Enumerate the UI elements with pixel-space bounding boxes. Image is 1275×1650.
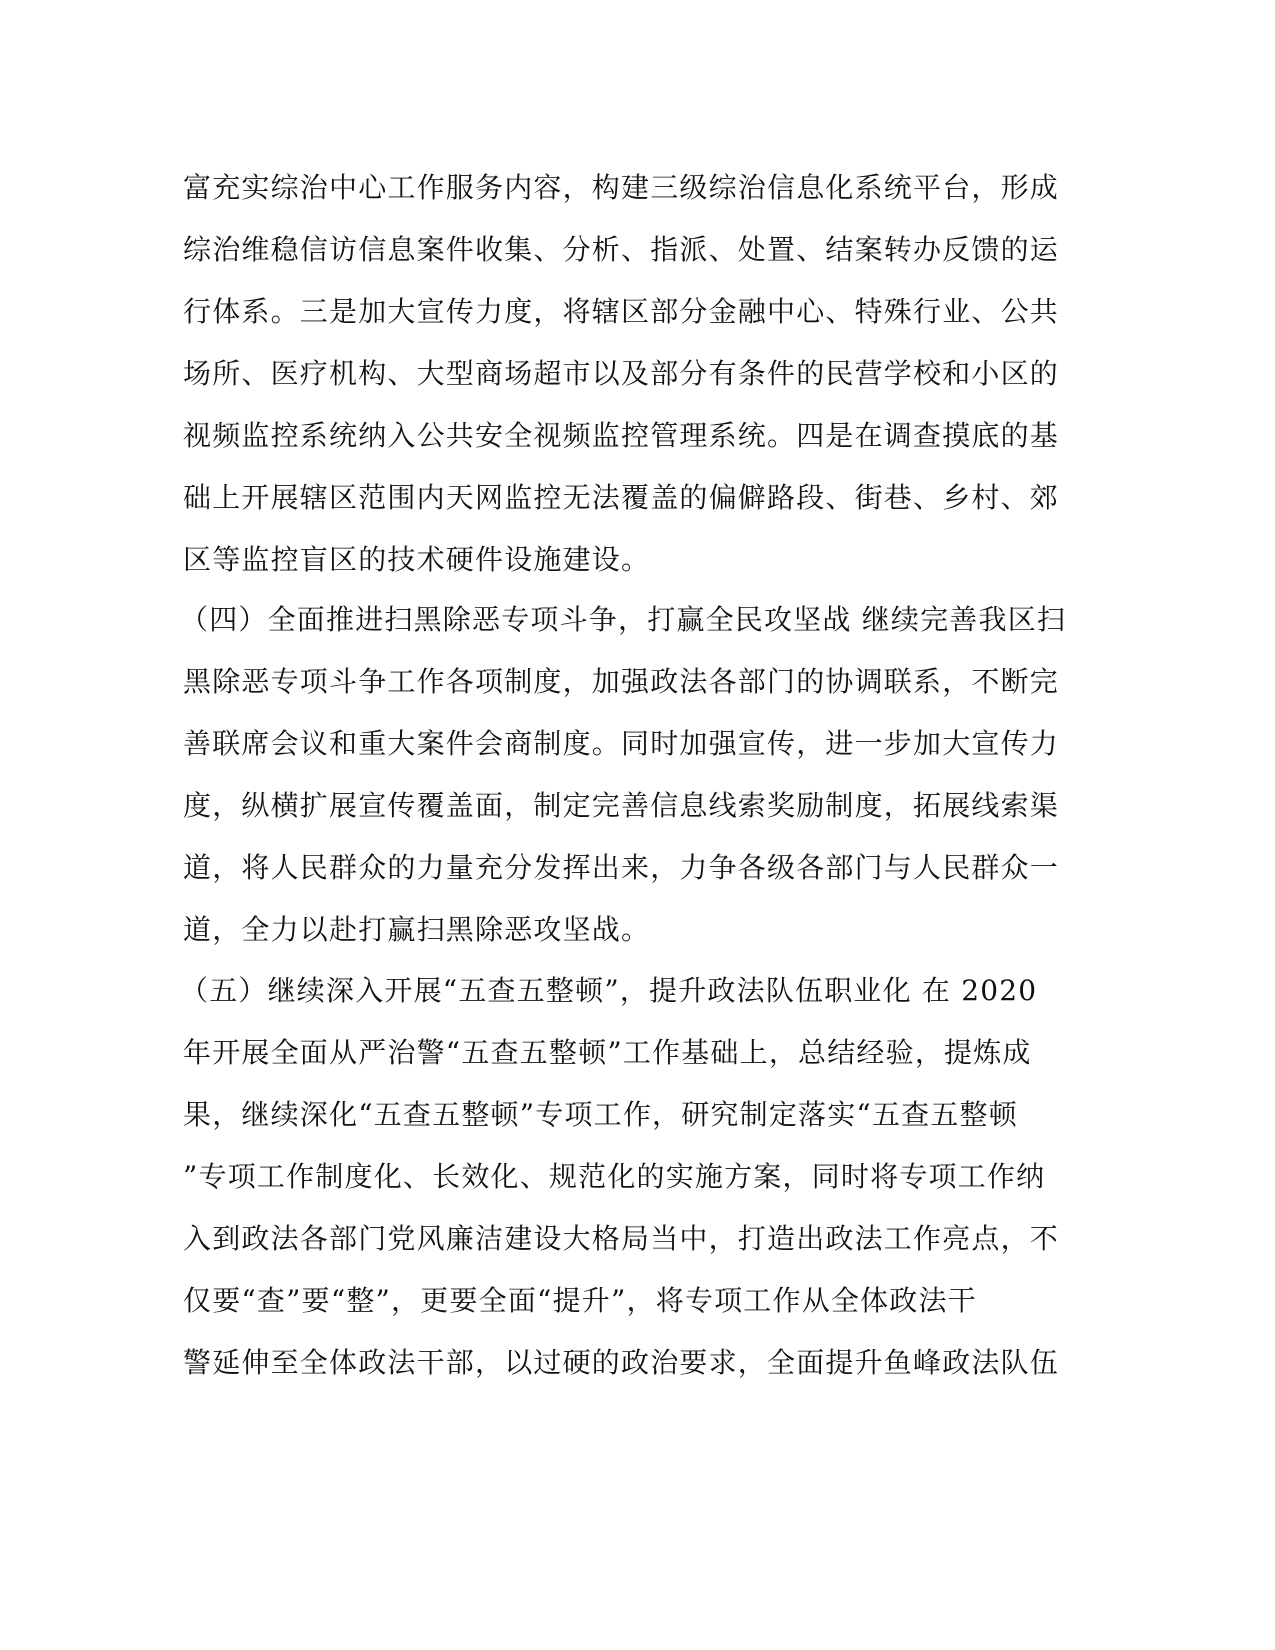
text-line: 富充实综治中心工作服务内容，构建三级综治信息化系统平台，形成 bbox=[183, 171, 1060, 204]
text-line: 入到政法各部门党风廉洁建设大格局当中，打造出政法工作亮点，不 bbox=[183, 1222, 1060, 1255]
text-line: 道，将人民群众的力量充分发挥出来，力争各级各部门与人民群众一 bbox=[183, 851, 1060, 884]
text-line: 区等监控盲区的技术硬件设施建设。 bbox=[183, 543, 651, 576]
text-line: 行体系。三是加大宣传力度，将辖区部分金融中心、特殊行业、公共 bbox=[183, 295, 1060, 328]
text-line: 果，继续深化“五查五整顿”专项工作，研究制定落实“五查五整顿 bbox=[183, 1098, 1018, 1131]
text-line: 度，纵横扩展宣传覆盖面，制定完善信息线索奖励制度，拓展线索渠 bbox=[183, 789, 1060, 822]
text-line: 警延伸至全体政法干部，以过硬的政治要求，全面提升鱼峰政法队伍 bbox=[183, 1346, 1060, 1379]
section-heading-line: （四）全面推进扫黑除恶专项斗争，打赢全民攻坚战 继续完善我区扫 bbox=[180, 603, 1067, 636]
text-line: 场所、医疗机构、大型商场超市以及部分有条件的民营学校和小区的 bbox=[183, 357, 1060, 390]
text-line: 仅要“查”要“整”，更要全面“提升”，将专项工作从全体政法干 bbox=[183, 1284, 977, 1317]
text-line: 综治维稳信访信息案件收集、分析、指派、处置、结案转办反馈的运 bbox=[183, 233, 1060, 266]
text-line: 道，全力以赴打赢扫黑除恶攻坚战。 bbox=[183, 913, 651, 946]
text-line: 善联席会议和重大案件会商制度。同时加强宣传，进一步加大宣传力 bbox=[183, 727, 1060, 760]
text-line: 视频监控系统纳入公共安全视频监控管理系统。四是在调查摸底的基 bbox=[183, 419, 1060, 452]
text-line: 础上开展辖区范围内天网监控无法覆盖的偏僻路段、街巷、乡村、郊 bbox=[183, 481, 1060, 514]
section-heading-line: （五）继续深入开展“五查五整顿”，提升政法队伍职业化 在 2020 bbox=[180, 974, 1038, 1007]
text-line: 黑除恶专项斗争工作各项制度，加强政法各部门的协调联系，不断完 bbox=[183, 665, 1060, 698]
text-line: ”专项工作制度化、长效化、规范化的实施方案，同时将专项工作纳 bbox=[183, 1160, 1046, 1193]
text-line: 年开展全面从严治警“五查五整顿”工作基础上，总结经验，提炼成 bbox=[183, 1036, 1032, 1069]
